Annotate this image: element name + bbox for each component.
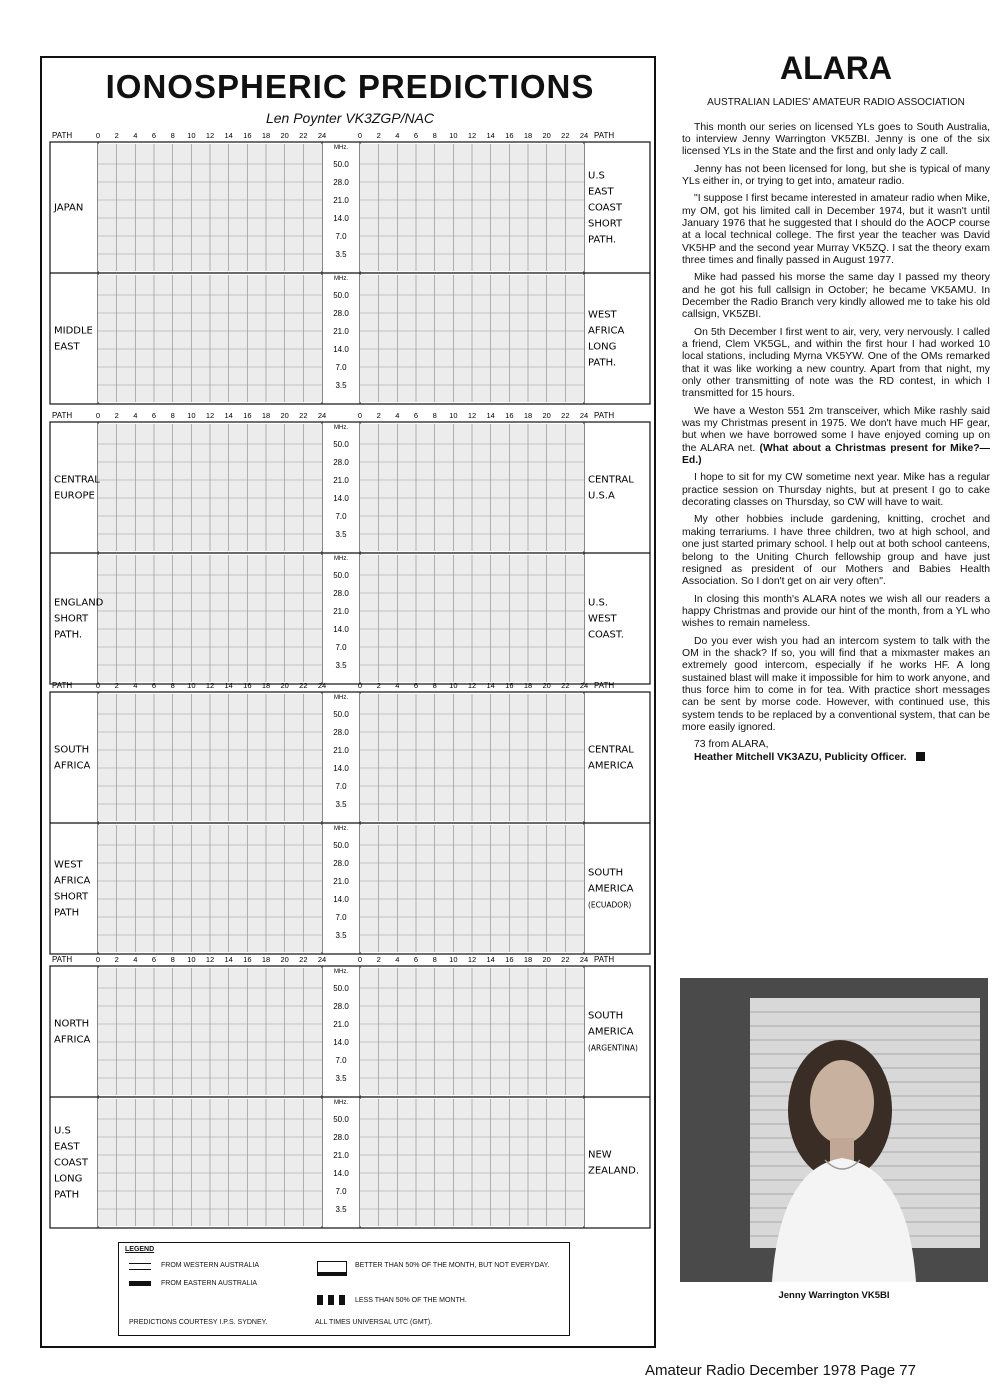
hour-tick-label: 6 (151, 131, 157, 140)
path-label: PATH (52, 411, 73, 420)
article-paragraph: In closing this month's ALARA notes we wish all our readers a happy Christmas and provide our hint of the month, from a YL who wishes to remain nameless. (682, 593, 990, 630)
frequency-label: 3.5 (335, 800, 347, 809)
hour-tick-label: 14 (224, 955, 233, 964)
frequency-label: 14.0 (333, 1038, 349, 1047)
legend-better-swatch (317, 1261, 347, 1276)
hour-tick-label: 12 (205, 955, 215, 964)
hour-tick-label: 0 (95, 955, 101, 964)
hour-tick-label: 6 (413, 411, 419, 420)
article-paragraph: This month our series on licensed YLs goes to South Australia, to interview Jenny Warrington VK5ZBI. Jenny is one of the six licensed YLs in the State and the first and only lady Z call. (682, 121, 990, 158)
article-paragraph: "I suppose I first became interested in amateur radio when Mike, my OM, got his limited call in December 1974, but it wasn't until January 1976 that he suggested that I should do the AOCP course at a local technical college. The first year the teacher was David VK5HP and the second year Murray VK5ZQ. I sat the theory exam three times and finally passed in August 1977. (682, 193, 990, 266)
hour-tick-label: 10 (449, 955, 458, 964)
frequency-label: 21.0 (333, 607, 349, 616)
hour-tick-label: 0 (357, 411, 363, 420)
frequency-label: 50.0 (333, 1115, 349, 1124)
hour-tick-label: 18 (523, 131, 533, 140)
mhz-label: MHz. (334, 556, 348, 562)
path-destination-left: AFRICA (54, 875, 91, 887)
frequency-label: 28.0 (333, 589, 349, 598)
hour-tick-label: 10 (449, 131, 458, 140)
hour-tick-label: 24 (579, 681, 589, 690)
hour-tick-label: 2 (114, 681, 119, 690)
hour-tick-label: 20 (542, 411, 551, 420)
hour-tick-label: 22 (299, 131, 308, 140)
hour-tick-label: 12 (467, 411, 477, 420)
path-label: PATH (594, 681, 615, 690)
frequency-label: 28.0 (333, 1002, 349, 1011)
path-label: PATH (594, 955, 615, 964)
path-destination-right: AMERICA (588, 883, 634, 895)
frequency-label: 7.0 (335, 643, 347, 652)
legend-eastern: FROM EASTERN AUSTRALIA (161, 1280, 258, 1287)
path-destination-right: AMERICA (588, 1026, 634, 1038)
frequency-label: 7.0 (335, 232, 347, 241)
hour-tick-label: 4 (395, 411, 400, 420)
hour-tick-label: 14 (224, 131, 233, 140)
hour-tick-label: 20 (280, 131, 289, 140)
editor-note: (What about a Christmas present for Mike?—Ed.) (682, 442, 990, 467)
path-destination-right: NEW (588, 1149, 612, 1161)
predictions-author: Len Poynter VK3ZGP/NAC (265, 110, 435, 126)
path-destination-left: MIDDLE (54, 325, 93, 337)
hour-tick-label: 20 (542, 681, 551, 690)
hour-tick-label: 6 (413, 131, 419, 140)
hour-tick-label: 18 (261, 411, 271, 420)
hour-tick-label: 8 (432, 955, 437, 964)
path-destination-right: LONG (588, 341, 617, 353)
hour-tick-label: 24 (579, 131, 589, 140)
path-destination-right: AMERICA (588, 760, 634, 772)
hour-tick-label: 0 (357, 131, 363, 140)
hour-tick-label: 14 (486, 681, 495, 690)
hour-tick-label: 18 (523, 681, 533, 690)
path-destination-right: EAST (588, 186, 614, 198)
hour-tick-label: 18 (261, 955, 271, 964)
frequency-label: 21.0 (333, 877, 349, 886)
frequency-label: 3.5 (335, 530, 347, 539)
hour-tick-label: 16 (505, 681, 514, 690)
path-destination-left: PATH. (54, 629, 83, 641)
hour-tick-label: 10 (187, 681, 196, 690)
mhz-label: MHz. (334, 969, 348, 975)
frequency-label: 50.0 (333, 291, 349, 300)
path-destination-left: PATH (54, 1189, 80, 1201)
hour-tick-label: 4 (133, 681, 138, 690)
hour-tick-label: 4 (395, 131, 400, 140)
hour-tick-label: 0 (357, 955, 363, 964)
frequency-label: 50.0 (333, 841, 349, 850)
path-destination-left: AFRICA (54, 760, 91, 772)
hour-tick-label: 2 (114, 955, 119, 964)
hour-tick-label: 22 (299, 681, 308, 690)
hour-tick-label: 24 (317, 681, 327, 690)
hour-tick-label: 20 (280, 681, 289, 690)
frequency-label: 14.0 (333, 494, 349, 503)
hour-tick-label: 0 (357, 681, 363, 690)
predictions-title: IONOSPHERIC PREDICTIONS (105, 68, 595, 105)
frequency-label: 3.5 (335, 1205, 347, 1214)
path-destination-left: JAPAN (54, 202, 84, 214)
hour-tick-label: 6 (413, 955, 419, 964)
legend-eastern-swatch (129, 1281, 151, 1286)
hour-tick-label: 4 (395, 681, 400, 690)
hour-tick-label: 6 (151, 955, 157, 964)
path-destination-left: CENTRAL (54, 474, 100, 486)
article-paragraph: Jenny has not been licensed for long, but she is typical of many YLs either in, or trying to get into, amateur radio. (682, 163, 990, 187)
hour-tick-label: 22 (299, 955, 308, 964)
path-destination-left: U.S (54, 1125, 71, 1137)
alara-article (682, 122, 990, 765)
hour-tick-label: 24 (579, 955, 589, 964)
path-destination-right: COAST. (588, 629, 624, 641)
frequency-label: 7.0 (335, 512, 347, 521)
legend-less: LESS THAN 50% OF THE MONTH. (355, 1297, 467, 1304)
hour-tick-label: 24 (317, 411, 327, 420)
frequency-label: 50.0 (333, 710, 349, 719)
path-destination-right: U.S (588, 170, 605, 182)
frequency-label: 21.0 (333, 327, 349, 336)
hour-tick-label: 24 (579, 411, 589, 420)
alara-title: ALARA (780, 50, 892, 86)
legend-courtesy: PREDICTIONS COURTESY I.P.S. SYDNEY. (129, 1319, 268, 1326)
alara-subtitle: AUSTRALIAN LADIES' AMATEUR RADIO ASSOCIATION (707, 97, 965, 108)
frequency-label: 21.0 (333, 476, 349, 485)
mhz-label: MHz. (334, 425, 348, 431)
hour-tick-label: 14 (486, 411, 495, 420)
hour-tick-label: 18 (523, 955, 533, 964)
path-destination-left: SHORT (54, 891, 89, 903)
path-destination-right: PATH. (588, 357, 617, 369)
hour-tick-label: 4 (133, 131, 138, 140)
hour-tick-label: 18 (261, 681, 271, 690)
frequency-label: 21.0 (333, 196, 349, 205)
path-destination-right: WEST (588, 309, 617, 321)
path-destination-right: U.S. (588, 597, 609, 609)
hour-tick-label: 12 (205, 131, 215, 140)
frequency-label: 14.0 (333, 345, 349, 354)
path-destination-right: ZEALAND. (588, 1165, 640, 1177)
frequency-label: 28.0 (333, 859, 349, 868)
path-destination-left: SHORT (54, 613, 89, 625)
hour-tick-label: 14 (486, 131, 495, 140)
hour-tick-label: 10 (187, 411, 196, 420)
frequency-label: 7.0 (335, 1187, 347, 1196)
frequency-label: 21.0 (333, 746, 349, 755)
article-paragraph: I hope to sit for my CW sometime next year. Mike has a regular practice session on Thursday nights, but at present I go to cake decorating classes on Thursday, so CW will have to wait. (682, 472, 990, 509)
hour-tick-label: 8 (432, 131, 437, 140)
path-destination-right: COAST (588, 202, 622, 214)
hour-tick-label: 12 (467, 955, 477, 964)
hour-tick-label: 18 (261, 131, 271, 140)
hour-tick-label: 20 (280, 955, 289, 964)
hour-tick-label: 10 (449, 681, 458, 690)
path-destination-left: EAST (54, 1141, 80, 1153)
frequency-label: 28.0 (333, 178, 349, 187)
hour-tick-label: 12 (467, 131, 477, 140)
article-paragraph (682, 406, 990, 468)
path-destination-right: AFRICA (588, 325, 625, 337)
article-paragraph: Do you ever wish you had an intercom system to talk with the OM in the shack? If so, you will find that a mixmaster makes an extremely good intercom, especially if he works HF. A long sustained blast will make it impossible for him to work anyone, and thus force him to come in for tea. With practice short messages can be sent by morse code. However, with continued use, this system tends to be replaced by a conventional system, that can be more easily ignored. (682, 635, 990, 733)
hour-tick-label: 8 (170, 681, 175, 690)
hour-tick-label: 20 (280, 411, 289, 420)
frequency-label: 7.0 (335, 1056, 347, 1065)
article-paragraph: My other hobbies include gardening, knitting, crochet and making terrariums. I have three children, two at high school, and one just started primary school. I help out at both school canteens, belong to the Uniting Church fellowship group and have just resigned as president of our Mothers and Babies Health Association. So I don't get on air very often". (682, 514, 990, 588)
path-destination-left: NORTH (54, 1018, 90, 1030)
hour-tick-label: 2 (376, 131, 381, 140)
path-destination-left: SOUTH (54, 744, 90, 756)
path-destination-right: WEST (588, 613, 617, 625)
hour-tick-label: 22 (561, 955, 570, 964)
hour-tick-label: 24 (317, 955, 327, 964)
article-paragraph: Mike had passed his morse the same day I passed my theory and he got his full callsign in October; he became VK5AMU. In December the Radio Branch very kindly allowed me to take his old callsign, VK5ZBI. (682, 272, 990, 321)
legend-title: LEGEND (125, 1246, 155, 1253)
hour-tick-label: 0 (95, 411, 101, 420)
hour-tick-label: 18 (523, 411, 533, 420)
predictions-panel (40, 56, 656, 1348)
frequency-label: 50.0 (333, 571, 349, 580)
hour-tick-label: 16 (243, 131, 252, 140)
path-destination-right: SOUTH (588, 867, 624, 879)
frequency-label: 14.0 (333, 764, 349, 773)
legend-less-swatch (317, 1295, 345, 1305)
path-label: PATH (52, 131, 73, 140)
signature-name: Heather Mitchell VK3AZU, Publicity Officer. (694, 751, 907, 763)
hour-tick-label: 4 (133, 955, 138, 964)
hour-tick-label: 6 (151, 681, 157, 690)
frequency-label: 28.0 (333, 1133, 349, 1142)
hour-tick-label: 12 (467, 681, 477, 690)
hour-tick-label: 0 (95, 681, 101, 690)
hour-tick-label: 2 (114, 411, 119, 420)
frequency-label: 21.0 (333, 1020, 349, 1029)
page-footer: Amateur Radio December 1978 Page 77 (645, 1362, 916, 1379)
mhz-label: MHz. (334, 145, 348, 151)
hour-tick-label: 22 (561, 131, 570, 140)
hour-tick-label: 16 (243, 955, 252, 964)
hour-tick-label: 2 (376, 955, 381, 964)
hour-tick-label: 16 (243, 411, 252, 420)
frequency-label: 50.0 (333, 160, 349, 169)
end-mark-icon (916, 752, 925, 761)
frequency-label: 3.5 (335, 250, 347, 259)
hour-tick-label: 8 (170, 411, 175, 420)
hour-tick-label: 0 (95, 131, 101, 140)
signature-line: 73 from ALARA, (694, 739, 769, 751)
portrait-illustration (680, 978, 988, 1282)
path-label: PATH (594, 131, 615, 140)
frequency-label: 28.0 (333, 309, 349, 318)
hour-tick-label: 2 (376, 411, 381, 420)
path-destination-left: PATH (54, 907, 80, 919)
portrait-photo (680, 978, 988, 1282)
path-label: PATH (594, 411, 615, 420)
alara-column (682, 50, 990, 764)
hour-tick-label: 22 (299, 411, 308, 420)
hour-tick-label: 24 (317, 131, 327, 140)
path-destination-right: PATH. (588, 234, 617, 246)
frequency-label: 7.0 (335, 782, 347, 791)
path-destination-right: (ARGENTINA) (588, 1043, 638, 1053)
path-destination-left: COAST (54, 1157, 88, 1169)
hour-tick-label: 16 (243, 681, 252, 690)
path-destination-left: LONG (54, 1173, 83, 1185)
frequency-label: 14.0 (333, 214, 349, 223)
frequency-label: 50.0 (333, 984, 349, 993)
hour-tick-label: 8 (432, 411, 437, 420)
path-destination-right: SHORT (588, 218, 623, 230)
hour-tick-label: 8 (170, 131, 175, 140)
path-destination-right: CENTRAL (588, 744, 634, 756)
article-paragraph: On 5th December I first went to air, very, very nervously. I called a friend, Clem VK5GL, and within the first hour I had worked 10 local stations, including Myrna VK5YW. One of the OMs remarked that it was like working a new country. Apart from that night, my only other transmitting of note was the RD contest, in which I transmitted for 15 hours. (682, 326, 990, 400)
hour-tick-label: 2 (114, 131, 119, 140)
path-destination-right: U.S.A (588, 490, 615, 502)
frequency-label: 28.0 (333, 458, 349, 467)
frequency-label: 7.0 (335, 913, 347, 922)
path-destination-left: EUROPE (54, 490, 95, 502)
frequency-label: 7.0 (335, 363, 347, 372)
hour-tick-label: 20 (542, 131, 551, 140)
path-destination-right: CENTRAL (588, 474, 634, 486)
frequency-label: 3.5 (335, 931, 347, 940)
legend-western: FROM WESTERN AUSTRALIA (161, 1262, 260, 1269)
hour-tick-label: 22 (561, 411, 570, 420)
frequency-label: 21.0 (333, 1151, 349, 1160)
hour-tick-label: 12 (205, 681, 215, 690)
legend-times: ALL TIMES UNIVERSAL UTC (GMT). (315, 1319, 433, 1326)
photo-caption: Jenny Warrington VK5BI (778, 1290, 890, 1301)
hour-tick-label: 20 (542, 955, 551, 964)
path-destination-left: EAST (54, 341, 80, 353)
article-text: We have a Weston 551 2m transceiver, which Mike rashly said was my Christmas present in 1975. We don't have much HF gear, but when we have borrowed some I have enjoyed coming up on the ALARA net. (682, 405, 990, 454)
frequency-label: 14.0 (333, 1169, 349, 1178)
frequency-label: 14.0 (333, 895, 349, 904)
mhz-label: MHz. (334, 826, 348, 832)
hour-tick-label: 4 (133, 411, 138, 420)
mhz-label: MHz. (334, 1100, 348, 1106)
hour-tick-label: 10 (187, 955, 196, 964)
path-destination-left: WEST (54, 859, 83, 871)
path-destination-right: (ECUADOR) (588, 900, 632, 910)
mhz-label: MHz. (334, 276, 348, 282)
hour-tick-label: 4 (395, 955, 400, 964)
path-label: PATH (52, 681, 73, 690)
hour-tick-label: 22 (561, 681, 570, 690)
legend (118, 1242, 570, 1336)
frequency-label: 28.0 (333, 728, 349, 737)
path-destination-right: SOUTH (588, 1010, 624, 1022)
signature-author (682, 752, 990, 764)
hour-tick-label: 8 (432, 681, 437, 690)
frequency-label: 14.0 (333, 625, 349, 634)
hour-tick-label: 6 (151, 411, 157, 420)
hour-tick-label: 14 (486, 955, 495, 964)
hour-tick-label: 16 (505, 411, 514, 420)
mhz-label: MHz. (334, 695, 348, 701)
hour-tick-label: 14 (224, 411, 233, 420)
hour-tick-label: 16 (505, 955, 514, 964)
hour-tick-label: 10 (449, 411, 458, 420)
frequency-label: 3.5 (335, 1074, 347, 1083)
path-destination-left: ENGLAND (54, 597, 104, 609)
frequency-label: 3.5 (335, 381, 347, 390)
hour-tick-label: 2 (376, 681, 381, 690)
hour-tick-label: 16 (505, 131, 514, 140)
hour-tick-label: 6 (413, 681, 419, 690)
predictions-chart (42, 58, 658, 1350)
frequency-label: 50.0 (333, 440, 349, 449)
hour-tick-label: 10 (187, 131, 196, 140)
hour-tick-label: 8 (170, 955, 175, 964)
hour-tick-label: 12 (205, 411, 215, 420)
path-destination-left: AFRICA (54, 1034, 91, 1046)
legend-better: BETTER THAN 50% OF THE MONTH, BUT NOT EVERYDAY. (355, 1262, 550, 1269)
path-label: PATH (52, 955, 73, 964)
hour-tick-label: 14 (224, 681, 233, 690)
frequency-label: 3.5 (335, 661, 347, 670)
legend-western-swatch (129, 1263, 151, 1270)
